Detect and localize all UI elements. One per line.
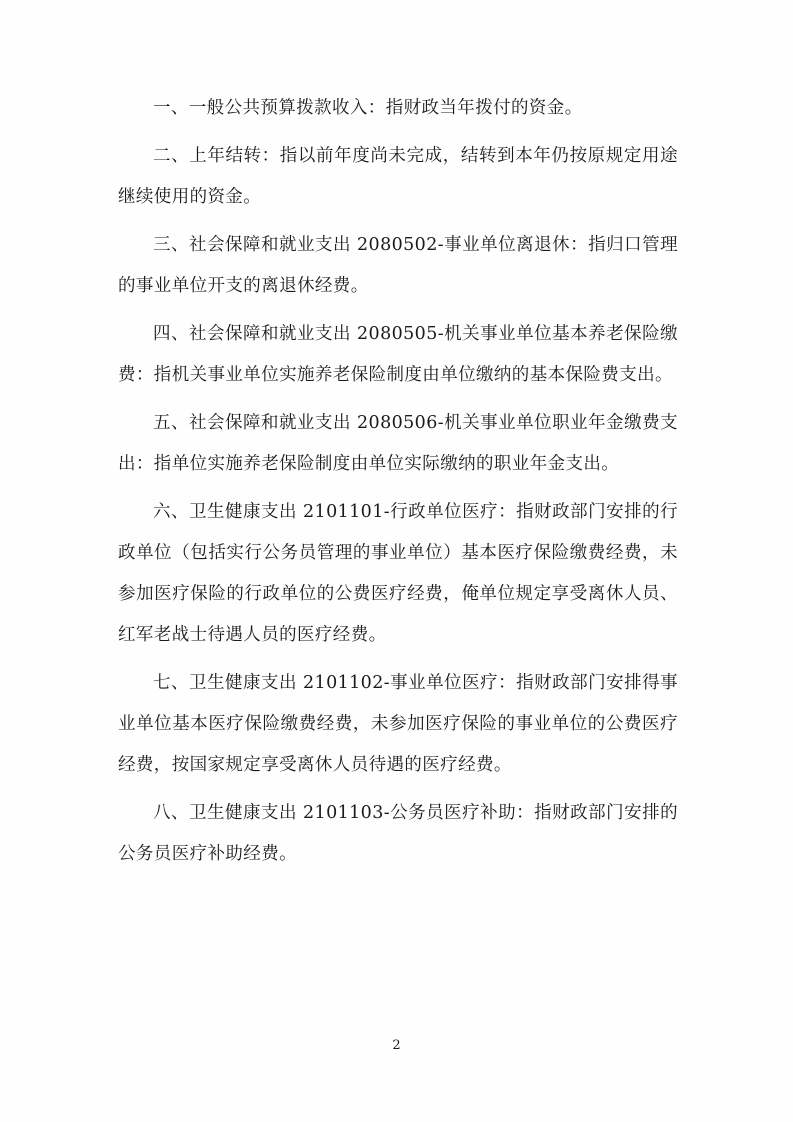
paragraph: 二、上年结转：指以前年度尚未完成，结转到本年仍按原规定用途继续使用的资金。 (118, 146, 678, 207)
paragraph: 五、社会保障和就业支出 2080506-机关事业单位职业年金缴费支出：指单位实施养老保险制度由单位实际缴纳的职业年金支出。 (118, 413, 678, 474)
document-body (118, 88, 678, 882)
paragraph: 一、一般公共预算拨款收入：指财政当年拨付的资金。 (153, 98, 583, 118)
paragraph: 六、卫生健康支出 2101101-行政单位医疗：指财政部门安排的行政单位（包括实行公务员管理的事业单位）基本医疗保险缴费经费，未参加医疗保险的行政单位的公费医疗经费，俺单位规定享受离休人员、红军老战士待遇人员的医疗经费。 (118, 502, 678, 645)
page-number: 2 (392, 1038, 401, 1053)
paragraph: 四、社会保障和就业支出 2080505-机关事业单位基本养老保险缴费：指机关事业单位实施养老保险制度由单位缴纳的基本保险费支出。 (118, 324, 678, 385)
paragraph: 三、社会保障和就业支出 2080502-事业单位离退休：指归口管理的事业单位开支的离退休经费。 (118, 235, 678, 296)
paragraph: 七、卫生健康支出 2101102-事业单位医疗：指财政部门安排得事业单位基本医疗保险缴费经费，未参加医疗保险的事业单位的公费医疗经费，按国家规定享受离休人员待遇的医疗经费。 (118, 673, 678, 775)
paragraph: 八、卫生健康支出 2101103-公务员医疗补助：指财政部门安排的公务员医疗补助经费。 (118, 803, 678, 864)
